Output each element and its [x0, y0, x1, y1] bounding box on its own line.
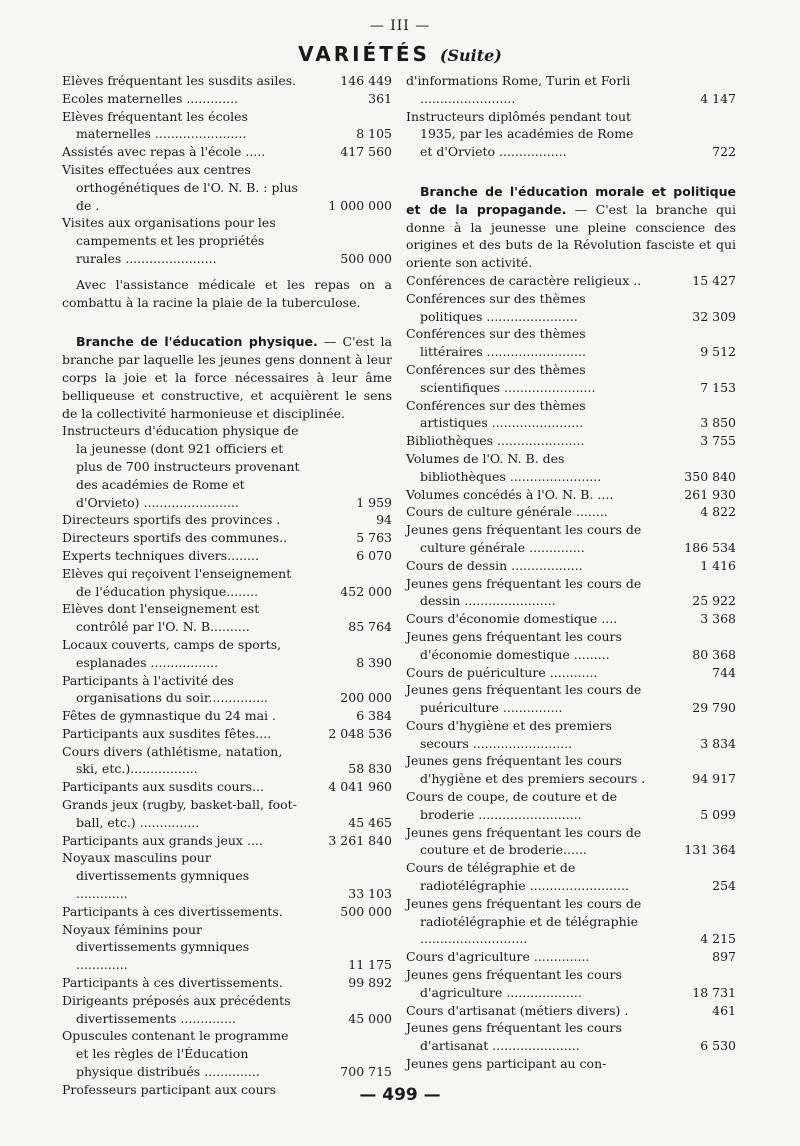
row-label: Fêtes de gymnastique du 24 mai .	[62, 708, 277, 724]
table-row	[406, 966, 736, 1002]
tuberculosis-note: Avec l'assistance médicale et les repas on a combattu à la racine la plaie de la tuberculose.	[62, 276, 392, 310]
row-value: 200 000	[340, 690, 392, 706]
row-value: 417 560	[340, 144, 392, 160]
table-row	[406, 824, 736, 860]
table-row	[406, 1055, 736, 1073]
table-row	[406, 948, 736, 966]
row-label: Conférences de caractère religieux ..	[406, 272, 642, 288]
row-label: Jeunes gens fréquentant les cours de puériculture ...............	[406, 682, 642, 716]
row-label: Locaux couverts, camps de sports, esplanades .................	[62, 636, 282, 670]
table-row	[406, 1002, 736, 1020]
physical-education-intro	[62, 333, 392, 422]
table-row	[62, 725, 392, 743]
row-value: 85 764	[348, 619, 392, 635]
row-label: Volumes concédés à l'O. N. B. ....	[406, 486, 614, 502]
row-value: 700 715	[340, 1064, 392, 1080]
row-label: Elèves fréquentant les susdits asiles.	[62, 73, 297, 88]
table-row	[406, 450, 736, 486]
row-label: Cours d'économie domestique ....	[406, 611, 618, 627]
row-label: Experts techniques divers........	[62, 547, 259, 563]
table-row	[62, 1027, 392, 1080]
row-label: Conférences sur des thèmes artistiques .......................	[406, 397, 586, 431]
table-row	[62, 974, 392, 992]
title-suffix: (Suite)	[439, 46, 502, 65]
row-value: 80 368	[692, 646, 736, 662]
table-row	[406, 895, 736, 948]
row-value: 99 892	[348, 975, 392, 991]
row-value: 1 959	[356, 494, 392, 510]
table-row	[406, 397, 736, 433]
table-row	[62, 422, 392, 511]
row-value: 15 427	[692, 272, 736, 288]
row-value: 29 790	[692, 700, 736, 716]
row-value: 3 850	[700, 415, 736, 431]
row-label: Noyaux masculins pour divertissements gymniques .............	[62, 850, 250, 902]
row-value: 261 930	[684, 486, 736, 502]
table-row	[406, 108, 736, 161]
row-value: 500 000	[340, 903, 392, 919]
title-text: VARIÉTÉS	[298, 42, 430, 66]
row-label: Cours d'hygiène et des premiers secours .........................	[406, 717, 613, 751]
physical-education-list	[62, 422, 392, 1098]
table-row	[62, 72, 392, 90]
row-label: Instructeurs d'éducation physique de la jeunesse (dont 921 officiers et plus de 700 instructeurs provenant des académies de Rome et d'Orvieto) ........................	[62, 423, 300, 510]
row-label: Cours de dessin ..................	[406, 557, 583, 573]
row-value: 94 917	[692, 771, 736, 787]
roman-page-number: — III —	[369, 18, 431, 34]
moral-education-intro	[406, 183, 736, 272]
row-label: Jeunes gens participant au con-	[406, 1056, 607, 1072]
row-value: 186 534	[684, 539, 736, 555]
table-row	[62, 921, 392, 974]
row-label: Directeurs sportifs des communes..	[62, 530, 288, 546]
row-value: 45 000	[348, 1010, 392, 1026]
row-value: 4 041 960	[328, 779, 392, 795]
moral-education-list	[406, 272, 736, 1073]
table-row	[62, 547, 392, 565]
row-label: Jeunes gens fréquentant les cours d'artisanat ......................	[406, 1020, 622, 1054]
table-row	[406, 486, 736, 504]
row-label: Ecoles maternelles .............	[62, 90, 239, 106]
row-label: Conférences sur des thèmes littéraires .........................	[406, 326, 586, 360]
row-value: 897	[712, 949, 736, 965]
row-value: 461	[712, 1002, 736, 1018]
row-label: Jeunes gens fréquentant les cours de couture et de broderie......	[406, 824, 642, 858]
row-value: 452 000	[340, 583, 392, 599]
table-row	[62, 636, 392, 672]
row-label: Directeurs sportifs des provinces .	[62, 512, 281, 528]
row-value: 3 261 840	[328, 832, 392, 848]
row-value: 146 449	[340, 73, 392, 88]
table-row	[406, 325, 736, 361]
row-value: 25 922	[692, 593, 736, 609]
row-value: 361	[368, 90, 392, 106]
row-label: Participants à l'activité des organisations du soir...............	[62, 672, 269, 706]
table-row	[62, 743, 392, 779]
left-column	[62, 72, 392, 1099]
row-value: 18 731	[692, 984, 736, 1000]
row-value: 1 000 000	[328, 197, 392, 213]
row-label: Jeunes gens fréquentant les cours d'hygiène et des premiers secours .	[406, 753, 646, 787]
row-label: Elèves fréquentant les écoles maternelles .......................	[62, 108, 248, 142]
row-value: 9 512	[700, 344, 736, 360]
table-row	[406, 72, 736, 108]
row-label: Participants à ces divertissements.	[62, 903, 283, 919]
row-value: 6 070	[356, 547, 392, 563]
row-value: 3 834	[700, 735, 736, 751]
table-row	[406, 717, 736, 753]
row-value: 4 822	[700, 504, 736, 520]
table-row	[62, 565, 392, 601]
row-value: 1 416	[700, 557, 736, 573]
row-label: Conférences sur des thèmes politiques .......................	[406, 290, 586, 324]
row-value: 45 465	[348, 814, 392, 830]
table-row	[62, 214, 392, 267]
row-value: 58 830	[348, 761, 392, 777]
row-value: 5 099	[700, 806, 736, 822]
row-value: 131 364	[684, 842, 736, 858]
row-value: 2 048 536	[328, 725, 392, 741]
row-value: 4 215	[700, 931, 736, 947]
row-label: Cours de culture générale ........	[406, 504, 608, 520]
table-row	[62, 849, 392, 902]
table-row	[406, 557, 736, 575]
row-value: 94	[376, 512, 392, 528]
row-label: Jeunes gens fréquentant les cours de culture générale ..............	[406, 522, 642, 555]
row-label: Jeunes gens fréquentant les cours de dessin .......................	[406, 575, 642, 609]
row-value: 8 105	[356, 126, 392, 142]
row-label: Cours d'agriculture ..............	[406, 949, 590, 965]
row-label: Opuscules contenant le programme et les règles de l'Éducation physique distribués ..............	[62, 1028, 289, 1080]
table-row	[406, 503, 736, 521]
table-row	[62, 529, 392, 547]
table-row	[62, 511, 392, 529]
row-label: Jeunes gens fréquentant les cours d'agriculture ...................	[406, 967, 622, 1000]
table-row	[62, 778, 392, 796]
table-row	[62, 707, 392, 725]
table-row	[406, 664, 736, 682]
physical-education-heading: Branche de l'éducation physique.	[76, 334, 318, 350]
row-label: Elèves dont l'enseignement est contrôlé par l'O. N. B..........	[62, 601, 260, 635]
table-row	[406, 628, 736, 664]
row-value: 6 384	[356, 708, 392, 724]
row-value: 254	[712, 878, 736, 894]
right-column	[406, 72, 736, 1073]
row-value: 6 530	[700, 1038, 736, 1054]
row-label: Dirigeants préposés aux précédents divertissements ..............	[62, 992, 291, 1026]
table-row	[406, 610, 736, 628]
table-row	[406, 272, 736, 290]
page-title	[0, 42, 800, 66]
row-label: Jeunes gens fréquentant les cours d'économie domestique .........	[406, 628, 622, 662]
row-value: 3 755	[700, 433, 736, 449]
table-row	[62, 161, 392, 214]
physical-education-text: — C'est la branche par laquelle les jeunes gens donnent à leur corps la joie et la force nécessaires à leur âme belliqueuse et constructive, et acquièrent le sens de la collectivité harmonieuse et disciplinée.	[62, 334, 392, 421]
table-row	[62, 903, 392, 921]
row-label: Elèves qui reçoivent l'enseignement de l'éducation physique........	[62, 565, 292, 599]
table-row	[406, 788, 736, 824]
row-label: Grands jeux (rugby, basket-ball, foot-ball, etc.) ...............	[62, 797, 297, 830]
table-row	[62, 672, 392, 708]
row-value: 8 390	[356, 654, 392, 670]
row-label: Bibliothèques ......................	[406, 433, 585, 449]
page-number: — 499 —	[359, 1085, 441, 1105]
row-value: 350 840	[684, 468, 736, 484]
table-row	[62, 796, 392, 832]
row-value: 11 175	[348, 957, 392, 973]
row-label: Visites aux organisations pour les campements et les propriétés rurales .......................	[62, 215, 276, 266]
row-label: Cours de télégraphie et de radiotélégraphie .........................	[406, 860, 629, 894]
moral-education-text: — C'est la branche qui donne à la jeunesse une pleine conscience des origines et des buts de la Révolution fasciste et qui oriente son activité.	[406, 201, 736, 271]
row-label: d'informations Rome, Turin et Forli ........................	[406, 73, 631, 106]
row-label: Cours divers (athlétisme, natation, ski, etc.).................	[62, 743, 283, 777]
row-label: Participants aux grands jeux ....	[62, 832, 263, 848]
row-value: 5 763	[356, 530, 392, 546]
table-row	[406, 575, 736, 611]
table-row	[406, 432, 736, 450]
row-value: 32 309	[692, 308, 736, 324]
row-label: Volumes de l'O. N. B. des bibliothèques .......................	[406, 450, 602, 484]
table-row	[62, 600, 392, 636]
row-label: Participants aux susdites fêtes....	[62, 725, 272, 741]
row-value: 7 153	[700, 379, 736, 395]
row-label: Noyaux féminins pour divertissements gymniques .............	[62, 921, 250, 973]
table-row	[62, 992, 392, 1028]
table-row	[406, 859, 736, 895]
row-label: Cours d'artisanat (métiers divers) .	[406, 1002, 629, 1018]
row-label: Participants aux susdits cours...	[62, 779, 264, 795]
table-row	[406, 361, 736, 397]
left-top-list	[62, 72, 392, 268]
row-label: Jeunes gens fréquentant les cours de radiotélégraphie et de télégraphie ...........................	[406, 895, 642, 947]
table-row	[62, 832, 392, 850]
table-row	[62, 108, 392, 144]
table-row	[62, 143, 392, 161]
row-value: 4 147	[700, 90, 736, 106]
right-top-list	[406, 72, 736, 161]
row-label: Participants à ces divertissements.	[62, 975, 283, 991]
table-row	[406, 1019, 736, 1055]
row-label: Assistés avec repas à l'école .....	[62, 144, 266, 160]
row-label: Visites effectuées aux centres orthogénétiques de l'O. N. B. : plus de .	[62, 161, 298, 213]
row-value: 500 000	[340, 250, 392, 266]
table-row	[406, 521, 736, 557]
moral-education-heading: Branche de l'éducation morale et politique et de la propagande.	[406, 183, 736, 217]
row-label: Professeurs participant aux cours	[62, 1081, 277, 1097]
row-value: 33 103	[348, 886, 392, 902]
row-label: Cours de puériculture ............	[406, 664, 598, 680]
table-row	[406, 681, 736, 717]
row-value: 3 368	[700, 611, 736, 627]
row-label: Instructeurs diplômés pendant tout 1935, par les académies de Rome et d'Orvieto .................	[406, 108, 634, 160]
row-label: Conférences sur des thèmes scientifiques .......................	[406, 361, 596, 395]
table-row	[62, 90, 392, 108]
table-row	[406, 752, 736, 788]
table-row	[406, 290, 736, 326]
row-label: Cours de coupe, de couture et de broderie ..........................	[406, 789, 617, 822]
row-value: 744	[712, 664, 736, 680]
row-value: 722	[712, 144, 736, 160]
